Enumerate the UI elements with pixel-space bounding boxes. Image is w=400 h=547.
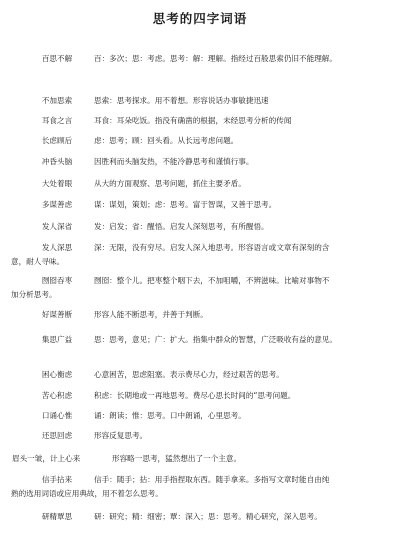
definition: 谋：谋划，策划；虑：思考。富于智谋，又善于思考。 (94, 200, 277, 209)
term: 还思回虑 (41, 431, 73, 440)
term: 口诵心惟 (41, 411, 73, 420)
definition-continuation: 加分析思考。 (11, 290, 57, 299)
definition-continuation: 熟的选用词语或应用典故，用不着怎么思考。 (11, 489, 163, 498)
definition: 从大的方面观察、思考问题，抓住主要矛盾。 (94, 179, 246, 188)
term: 困心衡虑 (41, 370, 73, 379)
term: 长虑顾后 (41, 136, 73, 145)
definition: 虑：思考；顾：回头看。从长远考虑问题。 (94, 136, 239, 145)
term: 信手拈来 (41, 475, 73, 484)
definition: 信手：随手；拈：用手指捏取东西。随手拿来。多指写文章时能自由纯 (94, 475, 330, 484)
term: 研精覃思 (41, 512, 73, 521)
term: 百思不解 (41, 54, 73, 63)
definition: 囫囵：整个儿。把枣整个咽下去，不加咀嚼，不辨滋味。比喻对事物不 (94, 276, 330, 285)
definition: 深：无限，没有穷尽。启发人深入地思考。形容语言或文章有深刻的含 (94, 243, 330, 252)
definition-continuation: 意，耐人寻味。 (11, 257, 65, 266)
term: 冲昏头脑 (41, 157, 73, 166)
term: 多谋善虑 (41, 200, 73, 209)
definition: 耳食：耳朵吃饭。指没有确凿的根据，未经思考分析的传闻 (94, 116, 292, 125)
term: 苦心积虑 (41, 391, 73, 400)
definition: 积虑：长期地或一再地思考。费尽心思长时间的“思考问题。 (94, 391, 296, 400)
term: 集思广益 (41, 335, 73, 344)
term: 发人深省 (41, 222, 73, 231)
definition: 形容人能不断思考，并善于判断。 (94, 310, 208, 319)
definition: 发：启发；省：醒悟。启发人深刻思考，有所醒悟。 (94, 222, 269, 231)
definition: 思索：思考探求。用不着想。形容说话办事敏捷迅速 (94, 96, 269, 105)
definition: 思：思考，意见；广：扩大。指集中群众的智慧，广泛吸收有益的意见。 (94, 335, 337, 344)
page-title: 思考的四字词语 (152, 11, 248, 26)
term: 大处着眼 (41, 179, 73, 188)
definition: 诵：朗读；惟：思考。口中朗诵，心里思考。 (94, 411, 246, 420)
term: 发人深思 (41, 243, 73, 252)
term: 不加思索 (41, 96, 73, 105)
definition: 形容略一思考，猛然想出了一个主意。 (112, 454, 242, 463)
definition: 研：研究；精：细密；覃：深入；思：思考。精心研究，深入思考。 (94, 512, 322, 521)
term: 眉头一皱，计上心来 (12, 454, 81, 463)
definition: 形容反复思考。 (94, 431, 148, 440)
term: 耳食之言 (41, 116, 73, 125)
definition: 因胜利而头脑发热，不能冷静思考和谨慎行事。 (94, 157, 254, 166)
definition: 心意困苦，思虑阻塞。表示费尽心力，经过艰苦的思考。 (94, 370, 284, 379)
term: 囫囵吞枣 (41, 276, 73, 285)
term: 好谋善断 (41, 310, 73, 319)
definition: 百：多次；思：考虑。思考：解：理解。指经过百般思索仍旧不能理解。 (94, 54, 337, 63)
